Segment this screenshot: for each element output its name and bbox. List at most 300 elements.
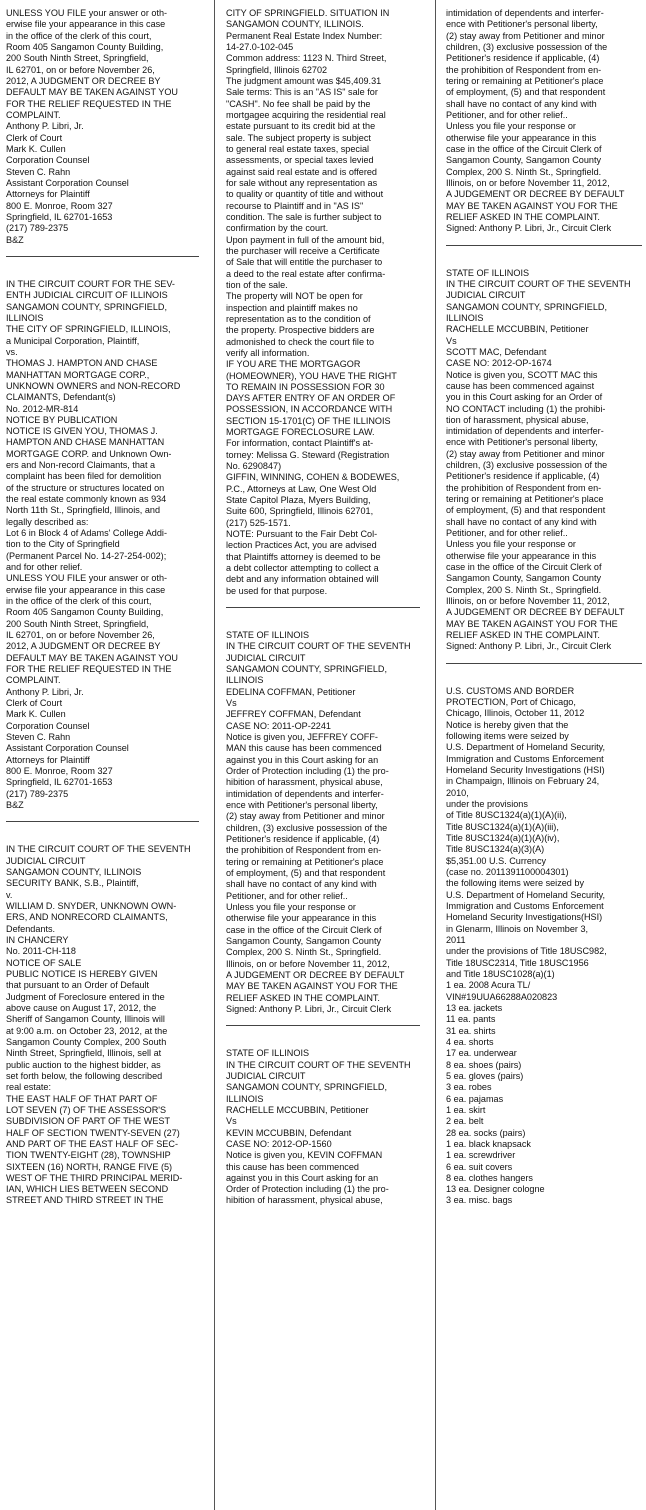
notice-text-line: Sheriff of Sangamon County, Illinois will [6, 1014, 165, 1025]
notice-text-line: For information, contact Plaintiff's at- [226, 438, 374, 449]
notice-text-line: a deed to the real estate after confirma- [226, 268, 386, 279]
notice-text-line: Sangamon County Complex, 200 South [6, 1036, 167, 1047]
notice-text-line: 1 ea. black knapsack [446, 1138, 531, 1149]
notice-text-line: (217) 525-1571. [226, 517, 291, 528]
notice-text-line: Clerk of Court [6, 698, 63, 709]
notice-text-line: SANGAMON COUNTY, SPRINGFIELD, [446, 301, 608, 312]
notice-text-line: SANGAMON COUNTY, SPRINGFIELD, [226, 664, 388, 675]
notice-text-line: Anthony P. Libri, Jr. [6, 121, 84, 132]
notice-text-line: tering or remaining at Petitioner's place [446, 494, 604, 505]
notice-text-line: be used for that purpose. [226, 585, 328, 596]
notice-text-line: in the office of the clerk of this court, [6, 30, 152, 41]
notice-text-line: 200 South Ninth Street, Springfield, [6, 53, 149, 64]
notice-text-line: JUDICIAL CIRCUIT [6, 855, 86, 866]
legal-notice [6, 844, 199, 1207]
notice-text-line: Permanent Real Estate Index Number: [226, 30, 383, 41]
notice-text-line: Immigration and Customs Enforcement [446, 753, 604, 764]
notice-text-line: 8 ea. shoes (pairs) [446, 1059, 522, 1070]
notice-text-line: you in this Court asking for an Order of [446, 392, 603, 403]
notice-text-line: Judgment of Foreclosure entered in the [6, 991, 165, 1002]
notice-text-line: A JUDGEMENT OR DECREE BY DEFAULT [446, 189, 625, 200]
notice-text-line: JUDICIAL CIRCUIT [226, 652, 306, 663]
notice-text-line: 28 ea. socks (pairs) [446, 1127, 526, 1138]
notice-text-line: intimidation of dependents and interfer- [446, 426, 604, 437]
notice-text-line: legally described as: [6, 516, 89, 527]
notice-text-line: tering or remaining at Petitioner's place [226, 856, 384, 867]
notice-text-line: hibition of harassment, physical abuse, [226, 777, 383, 788]
notice-text-line: A JUDGEMENT OR DECREE BY DEFAULT [446, 607, 625, 618]
legal-notice [6, 279, 199, 811]
notice-text-line: MAY BE TAKEN AGAINST YOU FOR THE [446, 200, 618, 211]
notice-text-line: Steven C. Rahn [6, 166, 71, 177]
notice-text-line: torney: Melissa G. Steward (Registration [226, 449, 390, 460]
notice-text-line: FOR THE RELIEF REQUESTED IN THE [6, 664, 172, 675]
notice-separator [446, 663, 642, 664]
notice-text-line: shall have no contact of any kind with [446, 516, 597, 527]
notice-text-line: PROTECTION, Port of Chicago, [446, 697, 576, 708]
notice-text-line: 5 ea. gloves (pairs) [446, 1070, 524, 1081]
notice-text-line: Corporation Counsel [6, 720, 90, 731]
notice-text-line: 17 ea. underwear [446, 1048, 517, 1059]
notice-text-line: Homeland Security Investigations (HSI) [446, 765, 605, 776]
notice-text-line: EDELINA COFFMAN, Petitioner [226, 686, 356, 697]
notice-text-line: North 11th St., Springfield, Illinois, and [6, 505, 161, 516]
notice-text-line: of employment, (5) and that respondent [446, 87, 606, 98]
notice-text-line: in the office of the clerk of this court, [6, 596, 152, 607]
notice-text-line: the following items were seized by [446, 878, 584, 889]
notice-text-line: (2) stay away from Petitioner and minor [446, 448, 605, 459]
notice-separator [226, 1025, 420, 1026]
notice-text-line: of the structure or structures located on [6, 482, 165, 493]
notice-text-line: PUBLIC NOTICE IS HEREBY GIVEN [6, 968, 158, 979]
notice-text-line: NOTE: Pursuant to the Fair Debt Col- [226, 529, 378, 540]
notice-text-line: children, (3) exclusive possession of the [446, 460, 608, 471]
notice-text-line: Attorneys for Plaintiff [6, 189, 90, 200]
notice-text-line: VIN#19UUA66288A020823 [446, 991, 558, 1002]
notice-text-line: complaint has been filed for demolition [6, 471, 162, 482]
notice-text-line: at 9:00 a.m. on October 23, 2012, at the [6, 1025, 168, 1036]
notice-text-line: tering or remaining at Petitioner's place [446, 75, 604, 86]
notice-text-line: 800 E. Monroe, Room 327 [6, 766, 113, 776]
column-1 [6, 0, 199, 1510]
notice-text-line: HAMPTON AND CHASE MANHATTAN [6, 437, 165, 448]
notice-text-line: CASE NO: 2012-OP-1674 [446, 358, 552, 369]
notice-separator [446, 245, 642, 246]
notice-text-line: STATE OF ILLINOIS [446, 267, 530, 278]
notice-text-line: that pursuant to an Order of Default [6, 980, 150, 991]
notice-text-line: 800 E. Monroe, Room 327 [6, 200, 113, 211]
notice-text-line: COMPLAINT. [6, 109, 61, 120]
notice-text-line: JUDICIAL CIRCUIT [446, 290, 526, 301]
notice-text-line: GIFFIN, WINNING, COHEN & BODEWES, [226, 472, 400, 483]
notice-text-line: Petitioner, and for other relief.. [446, 109, 568, 120]
notice-text-line: of employment, (5) and that respondent [226, 867, 386, 878]
notice-text-line: case in the office of the Circuit Clerk of [446, 562, 602, 573]
notice-text-line: DAYS AFTER ENTRY OF AN ORDER OF [226, 393, 396, 404]
notice-text-line: IL 62701, on or before November 26, [6, 64, 155, 75]
notice-text-line: of Sale that will entitle the purchaser to [226, 257, 383, 268]
notice-text-line: the property. Prospective bidders are [226, 325, 375, 336]
notice-separator [6, 821, 199, 822]
notice-text-line: admonished to check the court file to [226, 336, 375, 347]
notice-text-line: JEFFREY COFFMAN, Defendant [226, 709, 361, 720]
notice-text-line: to quality or quantity of title and without [226, 189, 384, 200]
notice-text-line: TO REMAIN IN POSSESSION FOR 30 [226, 381, 385, 392]
notice-text-line: The property will NOT be open for [226, 291, 363, 302]
notice-text-line: IL 62701, on or before November 26, [6, 630, 155, 641]
notice-text-line: SANGAMON COUNTY, ILLINOIS [6, 866, 142, 877]
notice-text-line: RACHELLE MCCUBBIN, Petitioner [226, 1104, 369, 1115]
notice-text-line: U.S. Department of Homeland Security, [446, 742, 606, 753]
notice-text-line: RELIEF ASKED IN THE COMPLAINT. [446, 630, 600, 641]
notice-text-line: LOT SEVEN (7) OF THE ASSESSOR'S [6, 1104, 167, 1115]
notice-text-line: IN THE CIRCUIT COURT OF THE SEVENTH [446, 278, 631, 289]
notice-text-line: The judgment amount was $45,409.31 [226, 75, 382, 86]
notice-text-line: debt and any information obtained will [226, 574, 379, 585]
notice-text-line: THE EAST HALF OF THAT PART OF [6, 1093, 158, 1104]
notice-text-line: (2) stay away from Petitioner and minor [446, 30, 605, 41]
notice-text-line: NOTICE OF SALE [6, 957, 82, 968]
notice-text-line: MORTGAGE CORP. and Unknown Own- [6, 448, 172, 459]
notice-text-line: MORTGAGE FORECLOSURE LAW. [226, 427, 375, 438]
notice-text-line: IN THE CIRCUIT COURT OF THE SEVENTH [226, 1059, 411, 1070]
notice-text-line: tion of the sale. [226, 279, 288, 290]
notice-text-line: Illinois, on or before November 11, 2012, [446, 596, 610, 607]
notice-text-line: erwise file your appearance in this case [6, 19, 166, 30]
notice-text-line: Upon payment in full of the amount bid, [226, 234, 385, 245]
notice-text-line: "CASH". No fee shall be paid by the [226, 98, 371, 109]
notice-text-line: Sangamon County, Sangamon County [446, 573, 602, 584]
notice-text-line: to general real estate taxes, special [226, 143, 370, 154]
notice-text-line: CLAIMANTS, Defendant(s) [6, 392, 116, 403]
notice-text-line: intimidation of dependents and interfer- [446, 8, 604, 18]
notice-text-line: that Plaintiffs attorney is deemed to be [226, 551, 381, 562]
notice-text-line: NOTICE BY PUBLICATION [6, 414, 118, 425]
notice-text-line: IAN, WHICH LIES BETWEEN SECOND [6, 1184, 169, 1195]
notice-text-line: Immigration and Customs Enforcement [446, 900, 604, 911]
notice-text-line: under the provisions [446, 799, 528, 809]
notice-text-line: Signed: Anthony P. Libri, Jr., Circuit Clerk [226, 1003, 392, 1014]
notice-text-line: 200 South Ninth Street, Springfield, [6, 618, 149, 629]
notice-text-line: mortgagee acquiring the residential real [226, 109, 386, 120]
legal-notice [446, 268, 642, 653]
notice-text-line: Petitioner, and for other relief.. [226, 890, 348, 901]
notice-text-line: erwise file your appearance in this case [6, 584, 166, 595]
notice-text-line: Sangamon County, Sangamon County [446, 155, 602, 166]
notice-text-line: SECTION 15-1701(C) OF THE ILLINOIS [226, 415, 391, 426]
notice-text-line: tion to the City of Springfield [6, 539, 120, 550]
notice-text-line: NOTICE IS GIVEN YOU, THOMAS J. [6, 426, 158, 437]
notice-text-line: 11 ea. pants [446, 1014, 496, 1025]
notice-text-line: MAY BE TAKEN AGAINST YOU FOR THE [446, 618, 618, 629]
notice-text-line: Sale terms: This is an "AS IS" sale for [226, 87, 378, 98]
notice-text-line: 2012, A JUDGMENT OR DECREE BY [6, 75, 161, 86]
notice-text-line: for sale without any representation as [226, 177, 378, 188]
notice-text-line: Notice is given you, KEVIN COFFMAN [226, 1150, 383, 1161]
notice-text-line: the real estate commonly known as 934 [6, 494, 167, 505]
notice-text-line: DEFAULT MAY BE TAKEN AGAINST YOU [6, 87, 178, 98]
notice-text-line: 2011 [446, 934, 466, 945]
notice-text-line: KEVIN MCCUBBIN, Defendant [226, 1127, 352, 1138]
notice-text-line: Unless you file your response or [446, 121, 576, 132]
notice-text-line: and Title 18USC1028(a)(1) [446, 968, 555, 979]
notice-text-line: U.S. Department of Homeland Security, [446, 889, 606, 900]
notice-text-line: SANGAMON COUNTY, SPRINGFIELD, [226, 1082, 388, 1093]
notice-text-line: WILLIAM D. SNYDER, UNKNOWN OWN- [6, 900, 177, 911]
notice-text-line: against said real estate and is offered [226, 166, 377, 177]
notice-text-line: 14-27.0-102-045 [226, 41, 294, 52]
notice-text-line: (217) 789-2375 [6, 223, 69, 234]
notice-text-line: the prohibition of Respondent from en- [446, 482, 602, 493]
notice-text-line: Assistant Corporation Counsel [6, 177, 129, 188]
notice-text-line: IN THE CIRCUIT COURT OF THE SEVENTH [6, 844, 191, 855]
notice-text-line: the prohibition of Respondent from en- [226, 845, 382, 856]
notice-text-line: SANGAMON COUNTY, SPRINGFIELD, [6, 301, 168, 312]
notice-text-line: 6 ea. suit covers [446, 1161, 513, 1172]
notice-text-line: MANHATTAN MORTGAGE CORP., [6, 369, 150, 380]
notice-text-line: HALF OF SECTION TWENTY-SEVEN (27) [6, 1127, 180, 1138]
notice-text-line: ERS, AND NONRECORD CLAIMANTS, [6, 912, 168, 923]
notice-text-line: hibition of harassment, physical abuse, [226, 1195, 383, 1206]
notice-text-line: 2012, A JUDGMENT OR DECREE BY [6, 641, 161, 652]
notice-text-line: 2 ea. belt [446, 1116, 484, 1127]
notice-text-line: Petitioner, and for other relief.. [446, 528, 568, 539]
notice-text-line: children, (3) exclusive possession of the [446, 41, 608, 52]
notice-text-line: IF YOU ARE THE MORTGAGOR [226, 359, 361, 370]
notice-text-line: Signed: Anthony P. Libri, Jr., Circuit Clerk [446, 223, 612, 234]
notice-text-line: against you in this Court asking for an [226, 1172, 379, 1183]
notice-text-line: public auction to the highest bidder, as [6, 1059, 161, 1070]
notice-text-line: State Capitol Plaza, Myers Building, [226, 495, 371, 506]
notice-separator [6, 256, 199, 257]
notice-text-line: NO CONTACT including (1) the prohibi- [446, 403, 606, 414]
notice-text-line: Illinois, on or before November 11, 2012, [226, 958, 390, 969]
notice-text-line: STATE OF ILLINOIS [226, 1048, 310, 1059]
notice-text-line: THE CITY OF SPRINGFIELD, ILLINOIS, [6, 324, 171, 335]
notice-text-line: AND PART OF THE EAST HALF OF SEC- [6, 1138, 178, 1149]
notice-text-line: in Champaign, Illinois on February 24, [446, 776, 600, 787]
notice-text-line: IN CHANCERY [6, 934, 69, 945]
notice-text-line: B&Z [6, 234, 24, 245]
notice-text-line: SANGAMON COUNTY, ILLINOIS. [226, 19, 364, 30]
notice-text-line: ILLINOIS [226, 675, 264, 686]
notice-text-line: Mark K. Cullen [6, 709, 66, 720]
notice-text-line: shall have no contact of any kind with [226, 879, 377, 890]
notice-text-line: MAY BE TAKEN AGAINST YOU FOR THE [226, 981, 398, 992]
notice-text-line: CASE NO: 2012-OP-1560 [226, 1138, 332, 1149]
notice-text-line: UNLESS YOU FILE your answer or oth- [6, 8, 168, 18]
notice-text-line: JUDICIAL CIRCUIT [226, 1070, 306, 1081]
notice-text-line: TION TWENTY-EIGHT (28), TOWNSHIP [6, 1150, 171, 1161]
notice-text-line: Order of Protection including (1) the pro- [226, 1184, 389, 1195]
notice-text-line: FOR THE RELIEF REQUESTED IN THE [6, 98, 172, 109]
notice-text-line: case in the office of the Circuit Clerk of [446, 143, 602, 154]
notice-text-line: tion of harassment, physical abuse, [446, 414, 589, 425]
notice-text-line: Assistant Corporation Counsel [6, 743, 129, 754]
notice-text-line: this cause has been commenced [226, 1161, 359, 1172]
notice-text-line: SUBDIVISION OF PART OF THE WEST [6, 1116, 171, 1127]
notice-text-line: lection Practices Act, you are advised [226, 540, 377, 551]
notice-text-line: under the provisions of Title 18USC982, [446, 946, 607, 957]
notice-text-line: recourse to Plaintiff and in "AS IS" [226, 200, 364, 211]
notice-text-line: ence with Petitioner's personal liberty, [226, 799, 378, 810]
notice-text-line: condition. The sale is further subject to [226, 211, 382, 222]
column-2 [226, 0, 420, 1510]
notice-text-line: Defendants. [6, 923, 56, 934]
notice-text-line: SCOTT MAC, Defendant [446, 346, 547, 357]
notice-text-line: Title 8USC1324(a)(3)(A) [446, 844, 545, 855]
notice-text-line: of Title 8USC1324(a)(1)(A)(ii), [446, 810, 567, 821]
notice-text-line: Anthony P. Libri, Jr. [6, 686, 84, 697]
notice-text-line: (217) 789-2375 [6, 788, 69, 799]
notice-text-line: UNKNOWN OWNERS and NON-RECORD [6, 380, 181, 391]
notice-text-line: representation as to the condition of [226, 313, 371, 324]
notice-text-line: Mark K. Cullen [6, 143, 66, 154]
notice-text-line: IN THE CIRCUIT COURT FOR THE SEV- [6, 278, 175, 289]
notice-text-line: Lot 6 in Block 4 of Adams' College Addi- [6, 528, 167, 539]
notice-text-line: 3 ea. robes [446, 1082, 492, 1093]
notice-text-line: (case no. 2011391100004301) [446, 866, 569, 877]
notice-text-line: 13 ea. Designer cologne [446, 1184, 545, 1195]
notice-text-line: against you in this Court asking for an [226, 754, 379, 765]
notice-text-line: Petitioner's residence if applicable, (4) [446, 53, 600, 64]
notice-text-line: assessments, or special taxes levied [226, 155, 374, 166]
notice-text-line: inspection and plaintiff makes no [226, 302, 358, 313]
notice-text-line: Chicago, Illinois, October 11, 2012 [446, 708, 585, 719]
notice-text-line: Ninth Street, Springfield, Illinois, sell at [6, 1048, 162, 1059]
notice-text-line: Vs [446, 335, 457, 346]
notice-text-line: 1 ea. screwdriver [446, 1150, 516, 1161]
notice-text-line: RELIEF ASKED IN THE COMPLAINT. [446, 211, 600, 222]
notice-text-line: 2010, [446, 787, 469, 798]
notice-text-line: Suite 600, Springfield, Illinois 62701, [226, 506, 374, 517]
notice-text-line: v. [6, 889, 13, 900]
notice-text-line: A JUDGEMENT OR DECREE BY DEFAULT [226, 969, 405, 980]
notice-text-line: 4 ea. shorts [446, 1036, 494, 1047]
notice-text-line: Unless you file your response or [446, 539, 576, 550]
notice-text-line: No. 2012-MR-814 [6, 403, 79, 414]
notice-text-line: P.C., Attorneys at Law, One West Old [226, 483, 377, 494]
notice-text-line: Notice is hereby given that the [446, 719, 569, 730]
notice-text-line: 6 ea. pajamas [446, 1093, 504, 1104]
notice-text-line: a Municipal Corporation, Plaintiff, [6, 335, 140, 346]
notice-text-line: vs. [6, 346, 18, 357]
notice-text-line: 1 ea. skirt [446, 1104, 486, 1115]
notice-text-line: Homeland Security Investigations(HSI) [446, 912, 603, 923]
notice-text-line: estate pursuant to its credit bid at the [226, 121, 376, 132]
notice-text-line: sale. The subject property is subject [226, 132, 371, 143]
notice-text-line: 1 ea. 2008 Acura TL/ [446, 980, 531, 991]
notice-text-line: RELIEF ASKED IN THE COMPLAINT. [226, 992, 380, 1003]
column-3 [446, 0, 642, 1510]
notice-text-line: Vs [226, 698, 237, 709]
notice-text-line: Sangamon County, Sangamon County [226, 935, 382, 946]
notice-text-line: MAN this cause has been commenced [226, 743, 382, 754]
notice-text-line: Room 405 Sangamon County Building, [6, 41, 164, 52]
notice-text-line: intimidation of dependents and interfer- [226, 788, 384, 799]
notice-text-line: Springfield, Illinois 62702 [226, 64, 328, 75]
notice-text-line: following items were seized by [446, 731, 569, 742]
notice-text-line: Notice is given you, SCOTT MAC this [446, 369, 598, 380]
notice-text-line: THOMAS J. HAMPTON AND CHASE [6, 358, 158, 369]
notice-text-line: Springfield, IL 62701-1653 [6, 777, 113, 788]
notice-text-line: ence with Petitioner's personal liberty, [446, 19, 598, 30]
notice-text-line: No. 6290847) [226, 461, 282, 472]
notice-text-line: Corporation Counsel [6, 155, 90, 166]
notice-text-line: STATE OF ILLINOIS [226, 630, 310, 641]
notice-text-line: RACHELLE MCCUBBIN, Petitioner [446, 324, 589, 335]
notice-text-line: CASE NO: 2011-OP-2241 [226, 720, 331, 731]
notice-text-line: B&Z [6, 799, 24, 810]
notice-text-line: above cause on August 17, 2012, the [6, 1002, 157, 1013]
notice-text-line: children, (3) exclusive possession of the [226, 822, 388, 833]
notice-text-line: Clerk of Court [6, 132, 63, 143]
notice-text-line: SIXTEEN (16) NORTH, RANGE FIVE (5) [6, 1161, 173, 1172]
notice-text-line: otherwise file your appearance in this [446, 132, 597, 143]
notice-text-line: otherwise file your appearance in this [226, 913, 377, 924]
notice-text-line: ence with Petitioner's personal liberty, [446, 437, 598, 448]
notice-text-line: No. 2011-CH-118 [6, 946, 76, 957]
notice-text-line: ILLINOIS [446, 312, 484, 323]
notice-text-line: Vs [226, 1116, 237, 1127]
notice-text-line: of employment, (5) and that respondent [446, 505, 606, 516]
notice-text-line: U.S. CUSTOMS AND BORDER [446, 685, 575, 696]
notice-text-line: 31 ea. shirts [446, 1025, 496, 1036]
notice-text-line: Notice is given you, JEFFREY COFF- [226, 732, 378, 743]
notice-text-line: shall have no contact of any kind with [446, 98, 597, 109]
notice-text-line: (HOMEOWNER), YOU HAVE THE RIGHT [226, 370, 397, 381]
legal-notice [6, 8, 199, 246]
notice-separator [226, 607, 420, 608]
notice-text-line: Attorneys for Plaintiff [6, 754, 90, 765]
notice-text-line: Complex, 200 S. Ninth St., Springfield. [226, 947, 382, 958]
notice-text-line: COMPLAINT. [6, 675, 61, 686]
notice-text-line: Complex, 200 S. Ninth St., Springfield. [446, 166, 602, 177]
notice-text-line: Complex, 200 S. Ninth St., Springfield. [446, 584, 602, 595]
legal-notice [226, 630, 420, 1015]
notice-text-line: otherwise file your appearance in this [446, 550, 597, 561]
legal-notice [446, 686, 642, 1207]
notice-text-line: (Permanent Parcel No. 14-27-254-002); [6, 550, 167, 561]
notice-text-line: (2) stay away from Petitioner and minor [226, 811, 385, 822]
notice-text-line: set forth below, the following described [6, 1070, 163, 1081]
notice-text-line: ILLINOIS [6, 312, 44, 323]
notice-text-line: 8 ea. clothes hangers [446, 1172, 533, 1183]
notice-text-line: IN THE CIRCUIT COURT OF THE SEVENTH [226, 641, 411, 652]
column-rule [435, 0, 436, 1510]
notice-text-line: Common address: 1123 N. Third Street, [226, 53, 387, 64]
notice-text-line: Title 18USC2314, Title 18USC1956 [446, 957, 589, 968]
legal-notice [226, 8, 420, 597]
notice-text-line: Petitioner's residence if applicable, (4) [226, 833, 380, 844]
notice-text-line: Room 405 Sangamon County Building, [6, 607, 164, 618]
notice-text-line: the prohibition of Respondent from en- [446, 64, 602, 75]
notice-text-line: ers and Non-record Claimants, that a [6, 460, 156, 471]
notice-text-line: 3 ea. misc. bags [446, 1195, 513, 1206]
column-rule [214, 0, 215, 1510]
notice-text-line: verify all information. [226, 347, 310, 358]
notice-text-line: the purchaser will receive a Certificate [226, 245, 380, 256]
notice-text-line: UNLESS YOU FILE your answer or oth- [6, 573, 168, 584]
notice-text-line: POSSESSION, IN ACCORDANCE WITH [226, 404, 393, 415]
legal-notice [446, 8, 642, 235]
notice-text-line: a debt collector attempting to collect a [226, 563, 379, 574]
notice-text-line: ENTH JUDICIAL CIRCUIT OF ILLINOIS [6, 290, 168, 301]
notice-text-line: real estate: [6, 1082, 51, 1093]
notice-text-line: and for other relief. [6, 562, 83, 573]
notice-text-line: in Glenarm, Illinois on November 3, [446, 923, 589, 934]
notice-text-line: cause has been commenced against [446, 380, 595, 391]
